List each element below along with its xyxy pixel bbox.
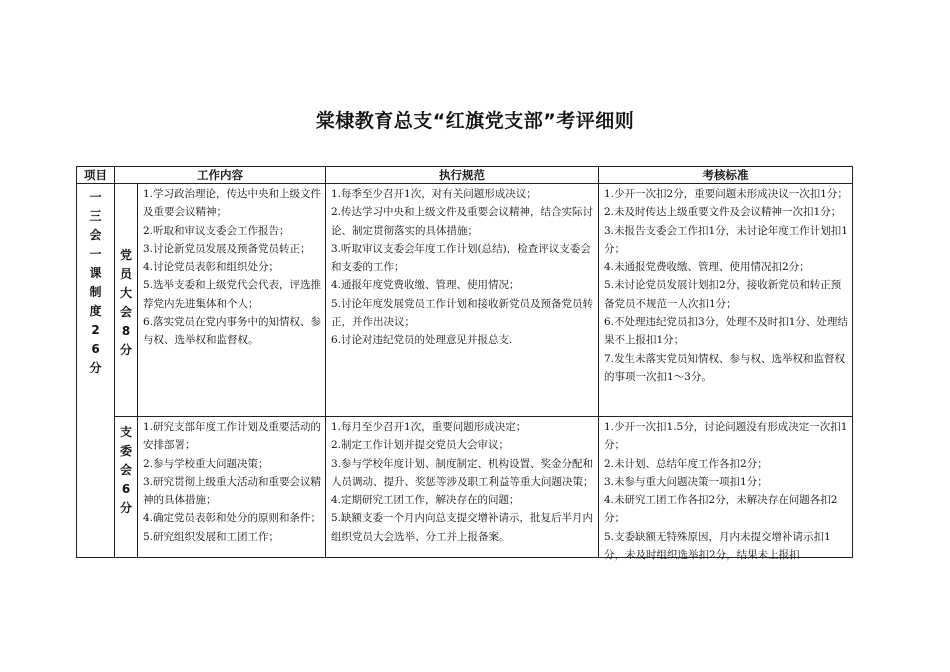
row-label: 党员大会8分 — [119, 248, 132, 357]
list-item: 1.每月至少召开1次，重要问题形成决定； — [331, 421, 527, 433]
section-label-cell — [77, 184, 115, 558]
list-item: 4.定期研究工团工作，解决存在的问题； — [331, 494, 520, 507]
list-item: 4.通报年度党费收缴、管理、使用情况； — [331, 279, 520, 292]
list-item: 1.学习政治理论，传达中央和上级文件及重要会议精神； — [143, 188, 322, 219]
header-spec: 执行规范 — [326, 167, 599, 184]
list-item: 4.未研究工团工作各扣2分，未解决存在问题各扣2分； — [604, 494, 838, 525]
evaluation-table — [76, 166, 853, 562]
list-item: 5.选举支委和上级党代会代表，评选推荐党内先进集体和个人； — [143, 279, 322, 310]
list-item: 4.讨论党员表彰和组织处分； — [143, 261, 280, 274]
standard-cell — [599, 184, 853, 417]
table-row — [77, 417, 853, 558]
list-item: 1.每季至少召开1次，对有关问题形成决议； — [331, 188, 537, 200]
content-cell — [138, 184, 326, 417]
list-item: 3.参与学校年度计划、制度制定、机构设置、奖金分配和人员调动、提升、奖惩等涉及职工利益等重大问题决策； — [331, 457, 594, 488]
page-title: 棠棣教育总支“红旗党支部”考评细则 — [315, 110, 635, 132]
header-standard: 考核标准 — [599, 167, 853, 184]
list-item: 5.未讨论党员发展计划扣2分，接收新党员和转正预备党员不规范一人次扣1分； — [604, 279, 842, 310]
section-label: 一三会一课制度26分 — [89, 190, 102, 375]
list-item: 2.未计划、总结年度工作各扣2分； — [604, 457, 768, 470]
list-item: 2.听取和审议支委会工作报告； — [143, 224, 290, 237]
list-item: 4.未通报党费收缴、管理、使用情况扣2分； — [604, 261, 810, 274]
header-content: 工作内容 — [115, 167, 326, 184]
list-item: 1.研究支部年度工作计划及重要活动的安排部署； — [143, 421, 322, 452]
list-item: 7.发生未落实党员知情权、参与权、选举权和监督权的事项一次扣1～3分。 — [604, 352, 846, 383]
list-item: 3.未报告支委会工作扣1分，未讨论年度工作计划扣1分； — [604, 224, 848, 255]
list-item: 1.少开一次扣2分，重要问题未形成决议一次扣1分； — [604, 188, 848, 200]
list-item: 6.落实党员在党内事务中的知情权、参与权、选举权和监督权。 — [143, 316, 322, 347]
list-item: 5.研究组织发展和工团工作； — [143, 530, 280, 543]
list-item: 2.参与学校重大问题决策； — [143, 457, 269, 470]
spec-cell — [326, 184, 599, 417]
list-item: 3.听取审议支委会年度工作计划(总结)，检查评议支委会和支委的工作； — [331, 242, 591, 274]
spec-cell — [326, 417, 599, 558]
row-label: 支委会6分 — [119, 425, 132, 515]
list-item: 6.讨论对违纪党员的处理意见并报总支. — [331, 334, 513, 347]
list-item: 5.支委缺额无特殊原因，月内未提交增补请示扣1分，未及时组织选举扣2分，结果未上报扣 — [604, 530, 831, 562]
standard-cell — [599, 417, 853, 562]
row-label-cell — [115, 417, 138, 558]
table-row — [77, 184, 853, 417]
list-item: 6.不处理违纪党员扣3分，处理不及时扣1分、处理结果不上报扣1分； — [604, 316, 848, 347]
list-item: 5.讨论年度发展党员工作计划和接收新党员及预备党员转正，并作出决议； — [331, 297, 594, 329]
list-item: 1.少开一次扣1.5分，讨论问题没有形成决定一次扣1分； — [604, 421, 848, 452]
list-item: 2.传达学习中央和上级文件及重要会议精神，结合实际讨论、制定贯彻落实的具体措施； — [331, 206, 594, 237]
list-item: 2.制定工作计划并提交党员大会审议； — [331, 439, 510, 452]
content-cell — [138, 417, 326, 558]
table-header-row — [77, 167, 853, 184]
list-item: 3.讨论新党员发展及预备党员转正； — [143, 242, 311, 255]
list-item: 4.确定党员表彰和处分的原则和条件； — [143, 512, 322, 525]
header-item: 项目 — [77, 167, 115, 184]
list-item: 2.未及时传达上级重要文件及会议精神一次扣1分； — [604, 206, 842, 219]
row-label-cell — [115, 184, 138, 417]
list-item: 3.研究贯彻上级重大活动和重要会议精神的具体措施； — [143, 475, 322, 507]
list-item: 5.缺额支委一个月内向总支提交增补请示，批复后半月内组织党员大会选举、分工并上报备案。 — [331, 512, 594, 543]
list-item: 3.未参与重大问题决策一项扣1分； — [604, 475, 768, 488]
